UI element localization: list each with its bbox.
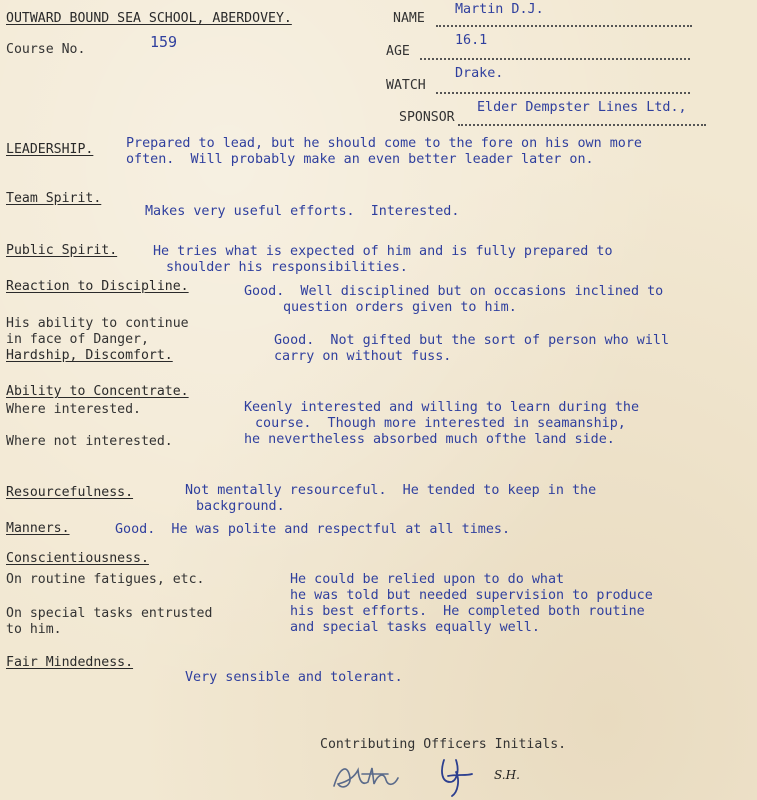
concentrate-sub-1: Where interested. [6,402,141,417]
concentrate-line-2: course. Though more interested in seamanship, [255,416,626,431]
discipline-line-1: Good. Well disciplined but on occasions inclined to [244,284,664,299]
sponsor-label: SPONSOR [399,110,455,125]
fair-mindedness-label: Fair Mindedness. [6,655,134,670]
leadership-line-1: Prepared to lead, but he should come to the fore on his own more [126,136,642,151]
watch-dotted-line [436,92,690,94]
age-label: AGE [386,44,410,59]
danger-line-1: Good. Not gifted but the sort of person who will [274,333,670,348]
concentrate-line-3: he nevertheless absorbed much ofthe land side. [244,432,615,447]
sponsor-value: Elder Dempster Lines Ltd., [477,100,687,115]
conscientiousness-line-3: his best efforts. He completed both routine [290,604,645,619]
age-dotted-line [420,58,690,60]
manners-line-1: Good. He was polite and respectful at all times. [115,522,511,537]
course-label: Course No. [6,42,86,57]
team-spirit-label: Team Spirit. [6,191,102,206]
public-spirit-label: Public Spirit. [6,243,118,258]
resourcefulness-label: Resourcefulness. [6,485,134,500]
danger-label-2: in face of Danger, [6,332,149,347]
concentrate-line-1: Keenly interested and willing to learn during the [244,400,640,415]
discipline-label: Reaction to Discipline. [6,279,189,294]
concentrate-label: Ability to Concentrate. [6,384,189,399]
conscientiousness-label: Conscientiousness. [6,551,149,566]
concentrate-sub-2: Where not interested. [6,434,173,449]
initials-signature-2 [430,752,480,798]
leadership-label: LEADERSHIP. [6,142,94,157]
manners-label: Manners. [6,521,70,536]
conscientiousness-line-1: He could be relied upon to do what [290,572,565,587]
public-spirit-line-1: He tries what is expected of him and is fully prepared to [153,244,613,259]
name-label: NAME [393,11,425,26]
public-spirit-line-2: shoulder his responsibilities. [166,260,408,275]
resourcefulness-line-1: Not mentally resourceful. He tended to keep in the [185,483,597,498]
watch-value: Drake. [455,66,504,81]
fair-mindedness-line-1: Very sensible and tolerant. [185,670,403,685]
sponsor-dotted-line [458,124,706,126]
conscientiousness-line-4: and special tasks equally well. [290,620,540,635]
officers-initials-label: Contributing Officers Initials. [320,737,567,752]
conscientiousness-sub-2: On special tasks entrusted [6,606,213,621]
danger-label-1: His ability to continue [6,316,189,331]
discipline-line-2: question orders given to him. [283,300,517,315]
name-dotted-line [436,25,692,27]
course-number: 159 [150,33,178,51]
watch-label: WATCH [386,78,426,93]
leadership-line-2: often. Will probably make an even better leader later on. [126,152,594,167]
school-title: OUTWARD BOUND SEA SCHOOL, ABERDOVEY. [6,11,292,26]
initials-signature-1 [328,756,418,796]
danger-label-3: Hardship, Discomfort. [6,348,173,363]
conscientiousness-sub-1: On routine fatigues, etc. [6,572,205,587]
team-spirit-line-1: Makes very useful efforts. Interested. [145,204,460,219]
danger-line-2: carry on without fuss. [274,349,452,364]
resourcefulness-line-2: background. [196,499,285,514]
name-value: Martin D.J. [455,2,544,17]
age-value: 16.1 [455,33,488,48]
conscientiousness-sub-3: to him. [6,622,62,637]
initials-sh: S.H. [494,768,520,782]
conscientiousness-line-2: he was told but needed supervision to produce [290,588,653,603]
